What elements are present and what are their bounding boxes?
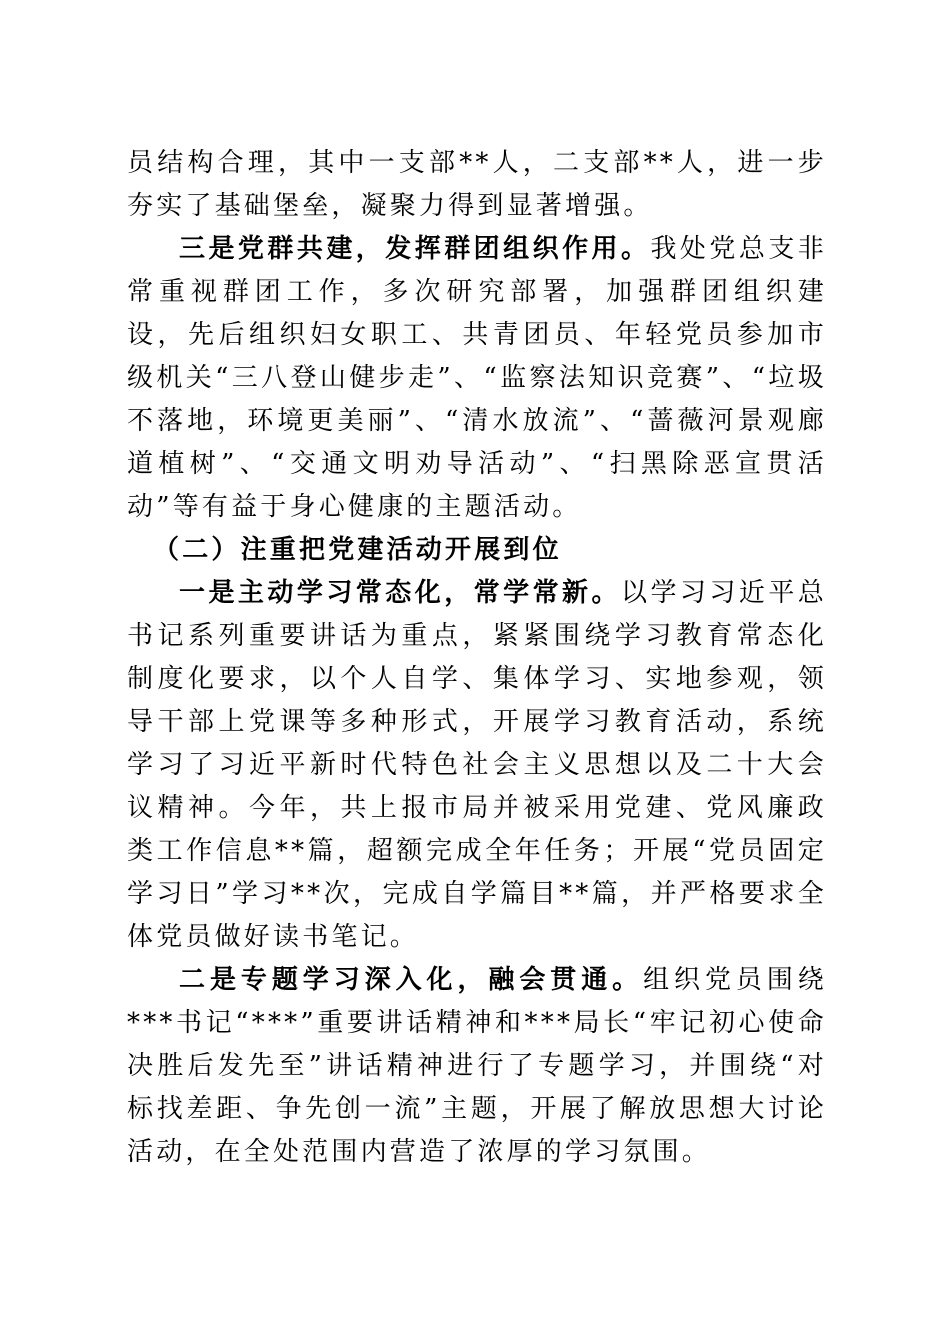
paragraph-lead: 三是党群共建，发挥群团组织作用。: [179, 234, 651, 264]
paragraph-continuation: [127, 142, 827, 228]
section-heading: （二）注重把党建活动开展到位: [153, 535, 562, 565]
paragraph-text: 组织党员围绕***书记“***”重要讲话精神和***局长“牢记初心使命决胜后发先至”讲话精神进行了专题学习，并围绕“对标找差距、争先创一流”主题，开展了解放思想大讨论活动，在全处范围内营造了浓厚的学习氛围。: [127, 965, 827, 1167]
paragraph-special-study: [127, 959, 827, 1174]
paragraph-mass-organizations: [127, 228, 827, 529]
paragraph-lead: 一是主动学习常态化，常学常新。: [179, 578, 621, 608]
paragraph-text: 以学习习近平总书记系列重要讲话为重点，紧紧围绕学习教育常态化制度化要求，以个人自学、集体学习、实地参观，领导干部上党课等多种形式，开展学习教育活动，系统学习了习近平新时代特色社会主义思想以及二十大会议精神。今年，共上报市局并被采用党建、党风廉政类工作信息**篇，超额完成全年任务；开展“党员固定学习日”学习**次，完成自学篇目**篇，并严格要求全体党员做好读书笔记。: [127, 578, 827, 952]
document-body: [127, 142, 827, 1174]
paragraph-text: 员结构合理，其中一支部**人，二支部**人，进一步夯实了基础堡垒，凝聚力得到显著增强。: [127, 148, 827, 221]
paragraph-lead: 二是专题学习深入化，融会贯通。: [179, 965, 644, 995]
paragraph-routine-study: [127, 572, 827, 959]
paragraph-text: 我处党总支非常重视群团工作，多次研究部署，加强群团组织建设，先后组织妇女职工、共青团员、年轻党员参加市级机关“三八登山健步走”、“监察法知识竞赛”、“垃圾不落地，环境更美丽”、“清水放流”、“蔷薇河景观廊道植树”、“交通文明劝导活动”、“扫黑除恶宣贯活动”等有益于身心健康的主题活动。: [127, 234, 828, 522]
